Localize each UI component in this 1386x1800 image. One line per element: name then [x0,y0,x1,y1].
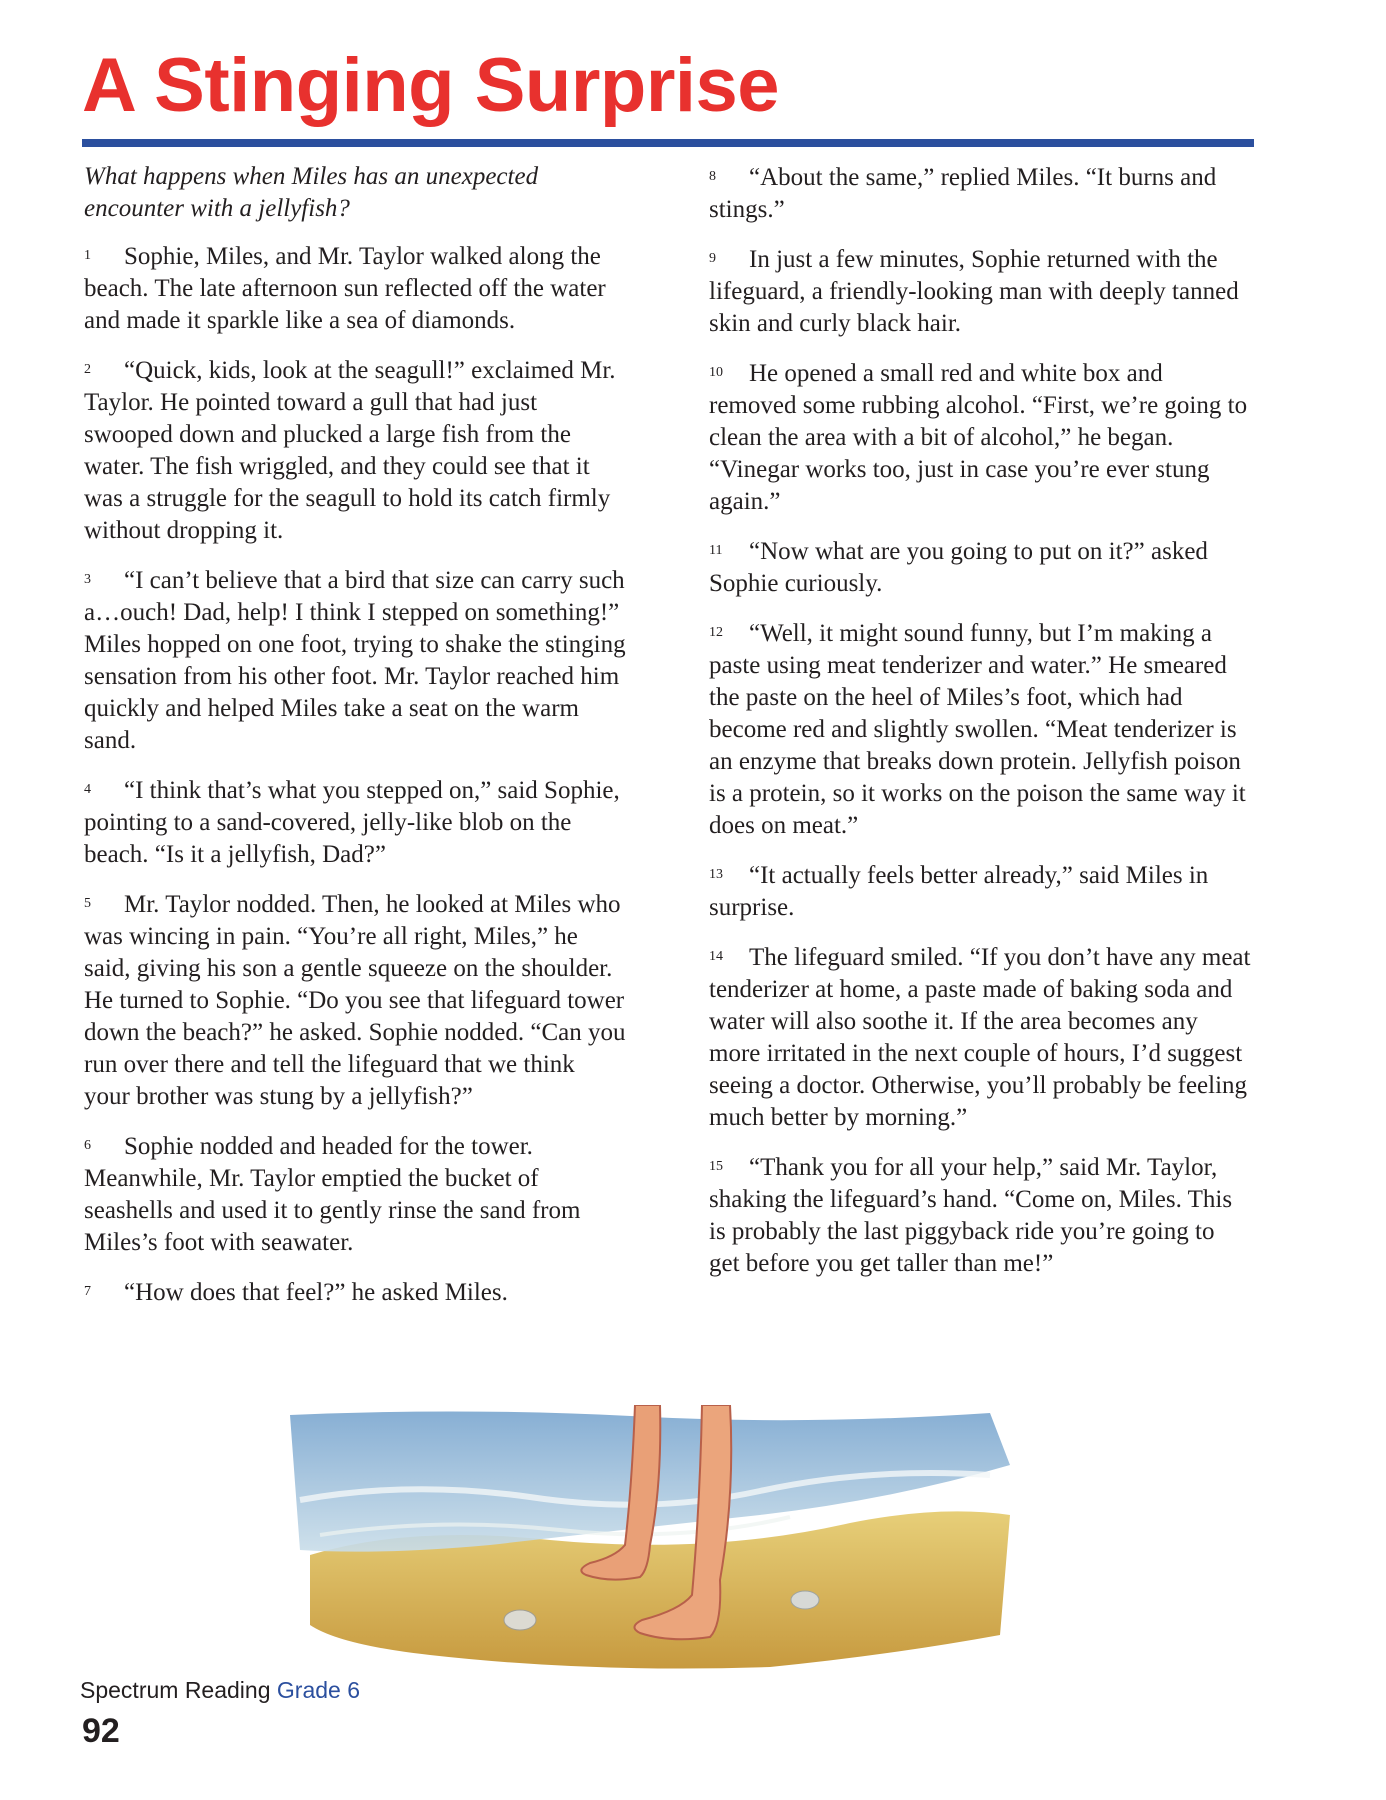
paragraph [709,243,1251,340]
paragraph-text: The lifeguard smiled. “If you don’t have any meat tenderizer at home, a paste made of baking soda and water will also soothe it. If the area becomes any more irritated in the next couple of hours, I’d suggest seeing a doctor. Otherwise, you’ll probably be feeling much better by morning.” [709,944,1251,1131]
paragraph [84,888,626,1113]
paragraph [84,240,626,337]
paragraph-number: 3 [84,572,91,587]
page-title: A Stinging Surprise [82,43,780,128]
paragraph-text: “I can’t believe that a bird that size can carry such a…ouch! Dad, help! I think I stepped on something!” Miles hopped on one foot, trying to shake the stinging sensation from his other foot. Mr. Taylor reached him quickly and helped Miles take a seat on the warm sand. [84,567,626,754]
paragraph-number: 10 [709,365,723,380]
paragraph-number: 15 [709,1159,723,1174]
paragraph-number: 5 [84,896,91,911]
paragraph-number: 2 [84,362,91,377]
paragraph [709,161,1251,226]
paragraph-text: Sophie, Miles, and Mr. Taylor walked along the beach. The late afternoon sun reflected off the water and made it sparkle like a sea of diamonds. [84,243,606,334]
paragraph [709,357,1251,518]
paragraph-text: Mr. Taylor nodded. Then, he looked at Miles who was wincing in pain. “You’re all right, Miles,” he said, giving his son a gentle squeeze on the shoulder. He turned to Sophie. “Do you see that lifeguard tower down the beach?” he asked. Sophie nodded. “Can you run over there and tell the lifeguard that we think your brother was stung by a jellyfish?” [84,891,626,1110]
paragraph-text: Sophie nodded and headed for the tower. Meanwhile, Mr. Taylor emptied the bucket of seashells and used it to gently rinse the sand from Miles’s foot with seawater. [84,1133,581,1256]
paragraph-number: 9 [709,251,716,266]
paragraph [709,535,1251,600]
beach-feet-illustration [290,1405,1025,1673]
paragraph-number: 13 [709,867,723,882]
paragraph-number: 1 [84,248,91,263]
paragraph-text: “I think that’s what you stepped on,” said Sophie, pointing to a sand-covered, jelly-like blob on the beach. “Is it a jellyfish, Dad?” [84,777,620,868]
paragraph-text: In just a few minutes, Sophie returned with the lifeguard, a friendly-looking man with deeply tanned skin and curly black hair. [709,246,1239,337]
title-rule [82,139,1254,147]
page-number: 92 [82,1712,120,1750]
footer-grade: Grade 6 [276,1677,360,1703]
paragraph [84,774,626,871]
intro-question: What happens when Miles has an unexpected encounter with a jellyfish? [84,163,539,222]
pebble [791,1591,819,1609]
paragraph-number: 6 [84,1138,91,1153]
left-paragraphs [84,240,626,1309]
paragraph [84,1276,626,1309]
paragraph [84,564,626,757]
right-column [709,161,1251,1297]
paragraph-number: 8 [709,169,716,184]
paragraph [709,617,1251,842]
footer-series: Spectrum Reading [80,1677,271,1703]
paragraph-text: “Thank you for all your help,” said Mr. Taylor, shaking the lifeguard’s hand. “Come on, Miles. This is probably the last piggyback ride you’re going to get before you get taller than me!” [709,1154,1233,1277]
paragraph-number: 12 [709,625,723,640]
paragraph-number: 4 [84,782,91,797]
right-paragraphs [709,161,1251,1280]
paragraph [84,1130,626,1259]
paragraph-text: “It actually feels better already,” said Miles in surprise. [709,862,1209,921]
paragraph-number: 7 [84,1284,91,1299]
paragraph-text: “About the same,” replied Miles. “It burns and stings.” [709,164,1217,223]
paragraph-text: “Quick, kids, look at the seagull!” exclaimed Mr. Taylor. He pointed toward a gull that had just swooped down and plucked a large fish from the water. The fish wriggled, and they could see that it was a struggle for the seagull to hold its catch firmly without dropping it. [84,357,616,544]
paragraph [709,859,1251,924]
paragraph-text: “How does that feel?” he asked Miles. [124,1279,508,1306]
paragraph-number: 11 [709,543,723,558]
left-column [84,161,626,1326]
paragraph-text: He opened a small red and white box and removed some rubbing alcohol. “First, we’re going to clean the area with a bit of alcohol,” he began. “Vinegar works too, just in case you’re ever stung again.” [709,360,1248,515]
paragraph-number: 14 [709,949,723,964]
paragraph-text: “Well, it might sound funny, but I’m making a paste using meat tenderizer and water.” He smeared the paste on the heel of Miles’s foot, which had become red and slightly swollen. “Meat tenderizer is an enzyme that breaks down protein. Jellyfish poison is a protein, so it works on the poison the same way it does on meat.” [709,620,1246,839]
pebble-2 [504,1610,536,1630]
paragraph [84,354,626,547]
paragraph [709,941,1251,1134]
footer-book-title [80,1677,360,1704]
paragraph [709,1151,1251,1280]
paragraph-text: “Now what are you going to put on it?” asked Sophie curiously. [709,538,1208,597]
